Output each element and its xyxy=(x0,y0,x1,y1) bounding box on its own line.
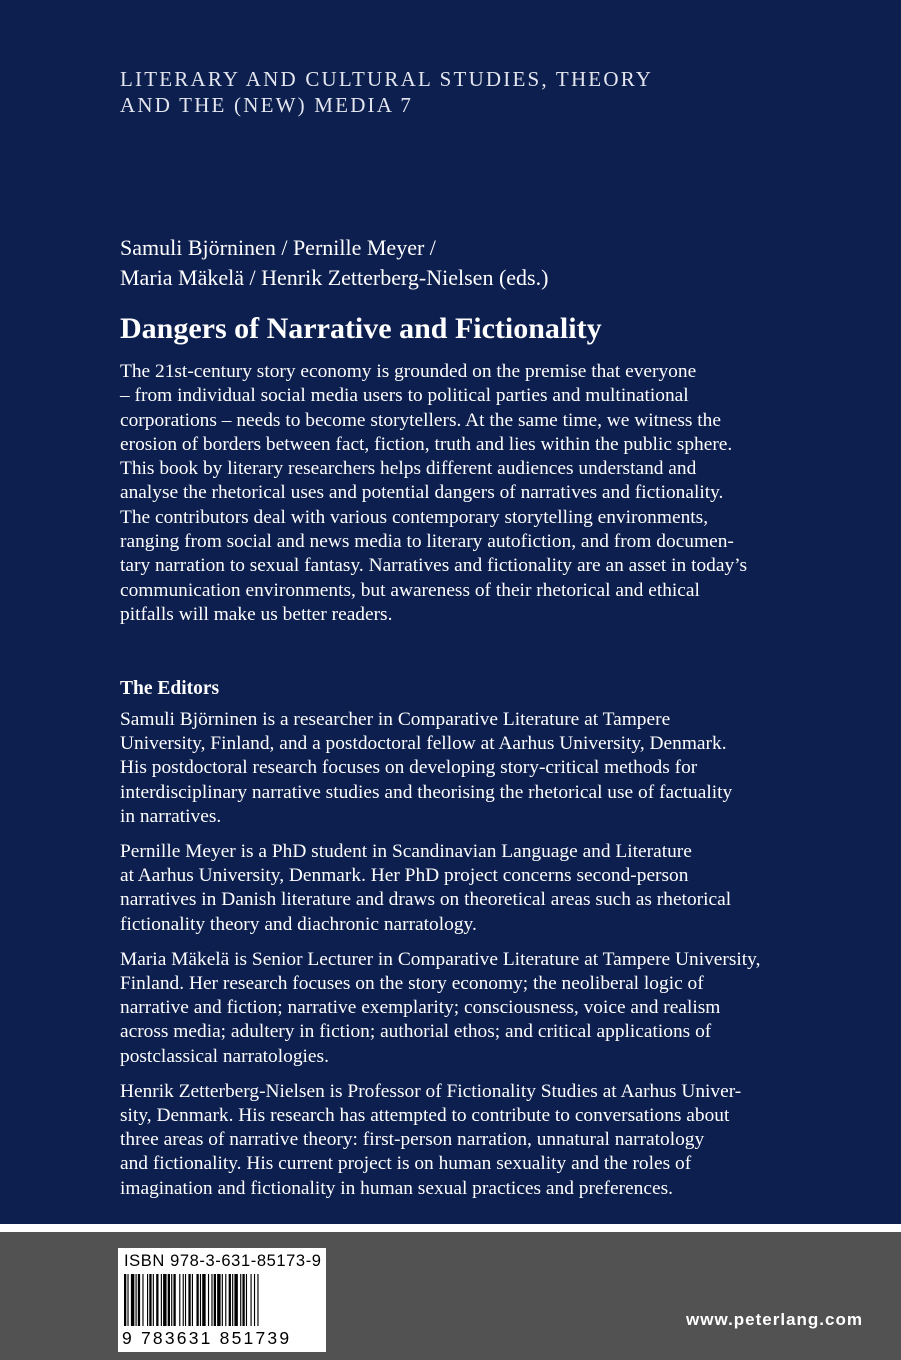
series-title-line-2: AND THE (NEW) MEDIA 7 xyxy=(120,93,414,117)
barcode-icon xyxy=(122,1274,322,1326)
editors-heading: The Editors xyxy=(120,678,220,699)
bio-zetterberg-nielsen: Henrik Zetterberg-Nielsen is Professor of Fictionality Studies at Aarhus Univer- sity, Denmark. His research has attempted to contribute to conversations about three areas of narrative theory: first-person narration, unnatural narratology and fictionality. His current project is on human sexuality and the roles of imagination and fictionality in human sexual practices and preferences. xyxy=(120,1080,742,1199)
editors-names-line-2: Maria Mäkelä / Henrik Zetterberg-Nielsen (eds.) xyxy=(120,265,549,290)
isbn-text: ISBN 978-3-631-85173-9 xyxy=(124,1252,322,1270)
editors-bios xyxy=(120,708,860,1212)
editors-names xyxy=(120,233,820,293)
bio-makela: Maria Mäkelä is Senior Lecturer in Comparative Literature at Tampere University, Finland. Her research focuses on the story economy; the neoliberal logic of narrative and fiction; narrative exemplarity; consciousness, voice and realism across media; adultery in fiction; authorial ethos; and critical applications of postclassical narratologies. xyxy=(120,948,761,1067)
series-title-line-1: LITERARY AND CULTURAL STUDIES, THEORY xyxy=(120,67,654,91)
divider-rule xyxy=(0,1224,901,1232)
book-title: Dangers of Narrative and Fictionality xyxy=(120,312,602,345)
editors-names-line-1: Samuli Björninen / Pernille Meyer / xyxy=(120,235,436,260)
bio-bjorninen: Samuli Björninen is a researcher in Comparative Literature at Tampere University, Finland, and a postdoctoral fellow at Aarhus University, Denmark. His postdoctoral research focuses on developing story-critical methods for interdisciplinary narrative studies and theorising the rhetorical use of factuality in narratives. xyxy=(120,709,733,827)
series-title xyxy=(120,66,820,118)
book-description-text: The 21st-century story economy is grounded on the premise that everyone – from individual social media users to political parties and multinational corporations – needs to become storytellers. At the same time, we witness the erosion of borders between fact, fiction, truth and lies within the public sphere. This book by literary researchers helps different audiences understand and analyse the rhetorical uses and potential dangers of narratives and fictionality. The contributors deal with various contemporary storytelling environments, ranging from social and news media to literary autofiction, and from documen- tary narration to sexual fantasy. Narratives and fictionality are an asset in today’s communication environments, but awareness of their rhetorical and ethical pitfalls will make us better readers. xyxy=(120,361,748,625)
barcode-label xyxy=(118,1248,326,1352)
publisher-website: www.peterlang.com xyxy=(686,1310,863,1329)
book-description xyxy=(120,360,855,627)
bio-meyer: Pernille Meyer is a PhD student in Scandinavian Language and Literature at Aarhus University, Denmark. Her PhD project concerns second-person narratives in Danish literature and draws on theoretical areas such as rhetorical fictionality theory and diachronic narratology. xyxy=(120,841,732,935)
barcode-digits: 9 783631 851739 xyxy=(122,1328,292,1348)
